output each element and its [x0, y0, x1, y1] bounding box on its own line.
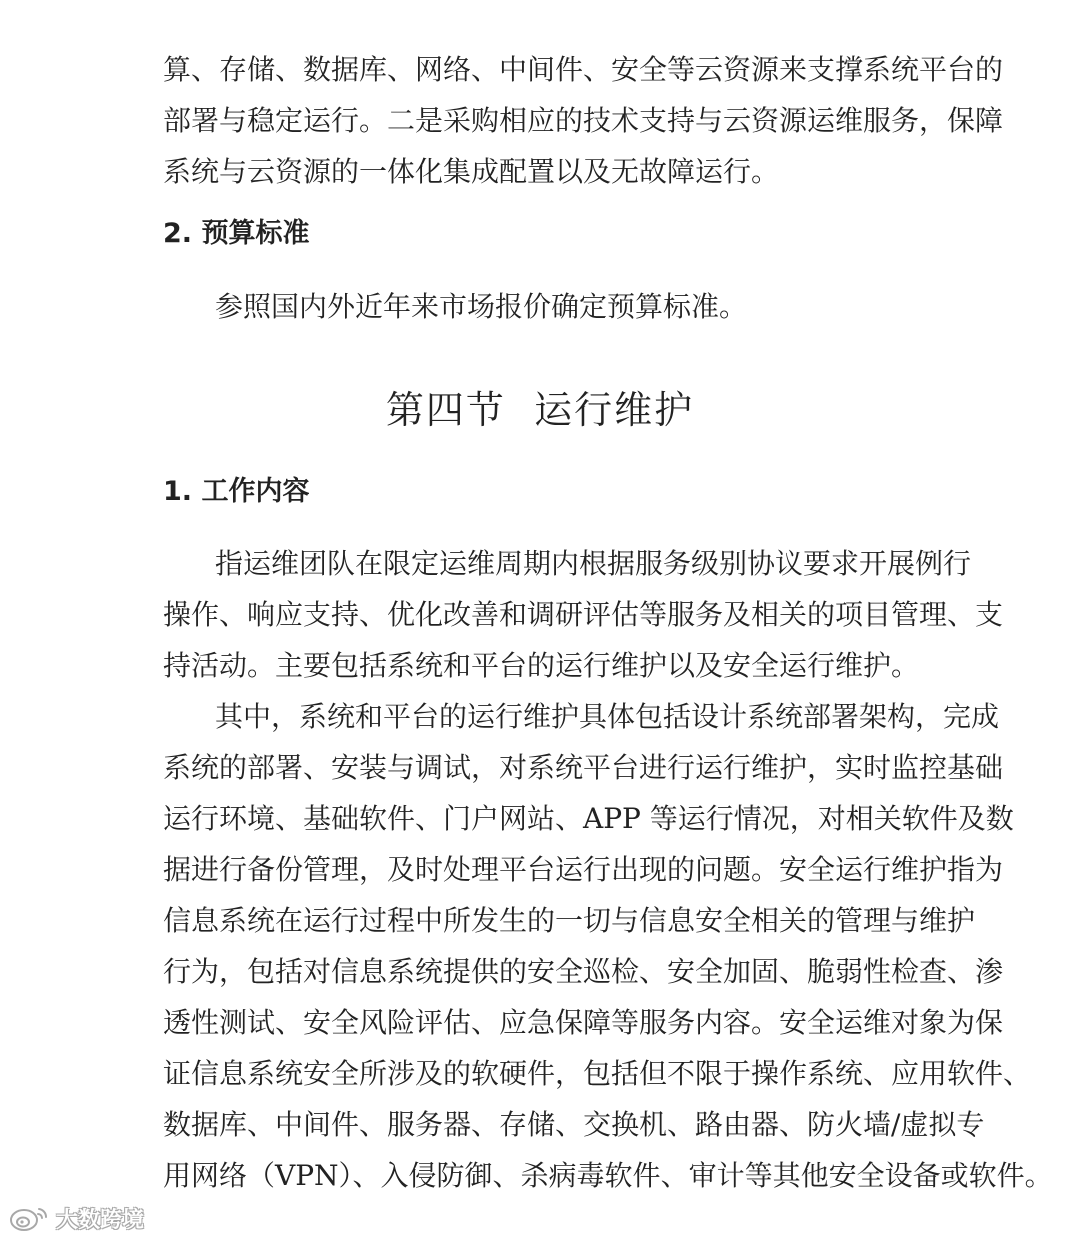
paragraph-line: 持活动。主要包括系统和平台的运行维护以及安全运行维护。	[163, 649, 920, 682]
section-title: 第四节 运行维护	[385, 388, 695, 432]
paragraph-line: 数据库、中间件、服务器、存储、交换机、路由器、防火墙/虚拟专	[163, 1108, 985, 1141]
paragraph-line: 系统与云资源的一体化集成配置以及无故障运行。	[163, 155, 780, 188]
paragraph-line: 证信息系统安全所涉及的软硬件，包括但不限于操作系统、应用软件、	[163, 1057, 1032, 1090]
paragraph-line: 信息系统在运行过程中所发生的一切与信息安全相关的管理与维护	[163, 904, 976, 937]
paragraph-line: 用网络（VPN）、入侵防御、杀病毒软件、审计等其他安全设备或软件。	[163, 1159, 1053, 1192]
paragraph-line: 透性测试、安全风险评估、应急保障等服务内容。安全运维对象为保	[163, 1006, 1004, 1039]
budget-heading: 2. 预算标准	[163, 218, 310, 249]
paragraph-line: 系统的部署、安装与调试，对系统平台进行运行维护，实时监控基础	[163, 751, 1004, 784]
paragraph-line: 其中，系统和平台的运行维护具体包括设计系统部署架构，完成	[215, 700, 1000, 733]
work-heading: 1. 工作内容	[163, 476, 310, 507]
budget-text: 参照国内外近年来市场报价确定预算标准。	[215, 290, 748, 323]
watermark-text: 大数跨境	[56, 1207, 145, 1233]
paragraph-line: 操作、响应支持、优化改善和调研评估等服务及相关的项目管理、支	[163, 598, 1004, 631]
paragraph-line: 部署与稳定运行。二是采购相应的技术支持与云资源运维服务，保障	[163, 104, 1004, 137]
paragraph-line: 算、存储、数据库、网络、中间件、安全等云资源来支撑系统平台的	[163, 53, 1004, 86]
paragraph-line: 指运维团队在限定运维周期内根据服务级别协议要求开展例行	[215, 547, 972, 580]
weibo-style-logo-icon	[8, 1203, 50, 1233]
paragraph-line: 据进行备份管理，及时处理平台运行出现的问题。安全运行维护指为	[163, 853, 1004, 886]
watermark	[8, 1200, 144, 1236]
paragraph-line: 运行环境、基础软件、门户网站、APP 等运行情况，对相关软件及数	[163, 802, 1014, 835]
paragraph-line: 行为，包括对信息系统提供的安全巡检、安全加固、脆弱性检查、渗	[163, 955, 1004, 988]
